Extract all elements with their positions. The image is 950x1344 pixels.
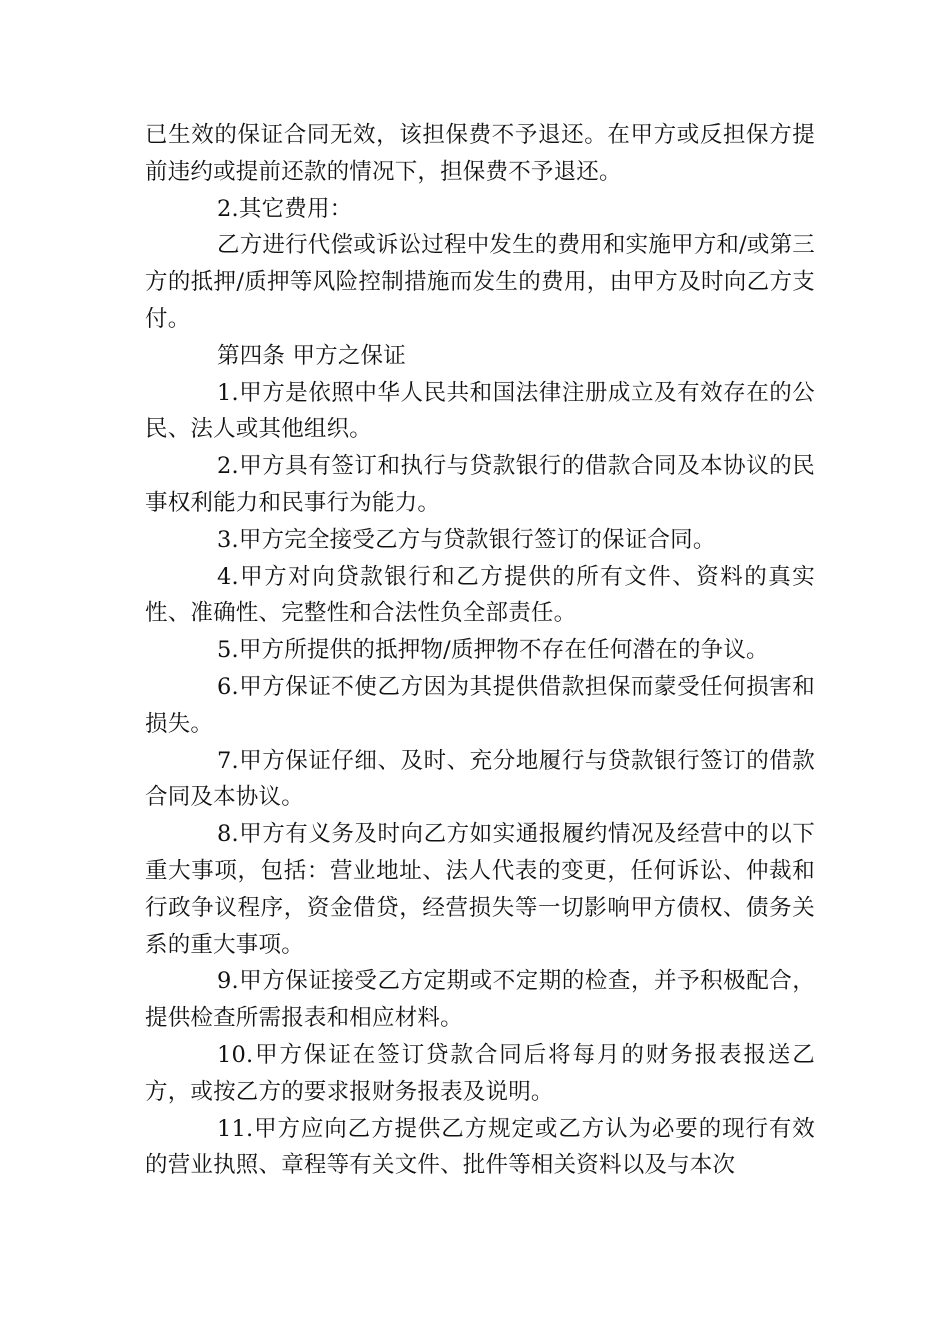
clause-2: 2.甲方具有签订和执行与贷款银行的借款合同及本协议的民事权利能力和民事行为能力。 xyxy=(145,453,815,516)
clause-3: 3.甲方完全接受乙方与贷款银行签订的保证合同。 xyxy=(217,526,716,553)
paragraph-other-fees-heading: 2.其它费用： xyxy=(217,195,353,222)
clause-6: 6.甲方保证不使乙方因为其提供借款担保而蒙受任何损害和损失。 xyxy=(145,673,815,737)
clause-9: 9.甲方保证接受乙方定期或不定期的检查，并予积极配合，提供检查所需报表和相应材料。 xyxy=(145,968,815,1032)
paragraph-other-fees: 乙方进行代偿或诉讼过程中发生的费用和实施甲方和/或第三方的抵押/质押等风险控制措施而发生的费用，由甲方及时向乙方支付。 xyxy=(145,232,815,332)
clause-5: 5.甲方所提供的抵押物/质押物不存在任何潜在的争议。 xyxy=(217,637,769,664)
clause-10: 10.甲方保证在签订贷款合同后将每月的财务报表报送乙方，或按乙方的要求报财务报表及说明。 xyxy=(145,1041,815,1105)
clause-1: 1.甲方是依照中华人民共和国法律注册成立及有效存在的公民、法人或其他组织。 xyxy=(145,379,815,443)
document-body xyxy=(145,117,815,1184)
clause-8: 8.甲方有义务及时向乙方如实通报履约情况及经营中的以下重大事项，包括：营业地址、法人代表的变更，任何诉讼、仲裁和行政争议程序，资金借贷，经营损失等一切影响甲方债权、债务关系的重大事项。 xyxy=(145,821,815,958)
clause-7: 7.甲方保证仔细、及时、充分地履行与贷款银行签订的借款合同及本协议。 xyxy=(145,747,815,811)
clause-11: 11.甲方应向乙方提供乙方规定或乙方认为必要的现行有效的营业执照、章程等有关文件、批件等相关资料以及与本次 xyxy=(145,1115,815,1179)
clause-4: 4.甲方对向贷款银行和乙方提供的所有文件、资料的真实性、准确性、完整性和合法性负全部责任。 xyxy=(145,563,815,627)
article-four-heading: 第四条 甲方之保证 xyxy=(217,342,406,369)
paragraph-continuation: 已生效的保证合同无效，该担保费不予退还。在甲方或反担保方提前违约或提前还款的情况下，担保费不予退还。 xyxy=(145,122,815,185)
